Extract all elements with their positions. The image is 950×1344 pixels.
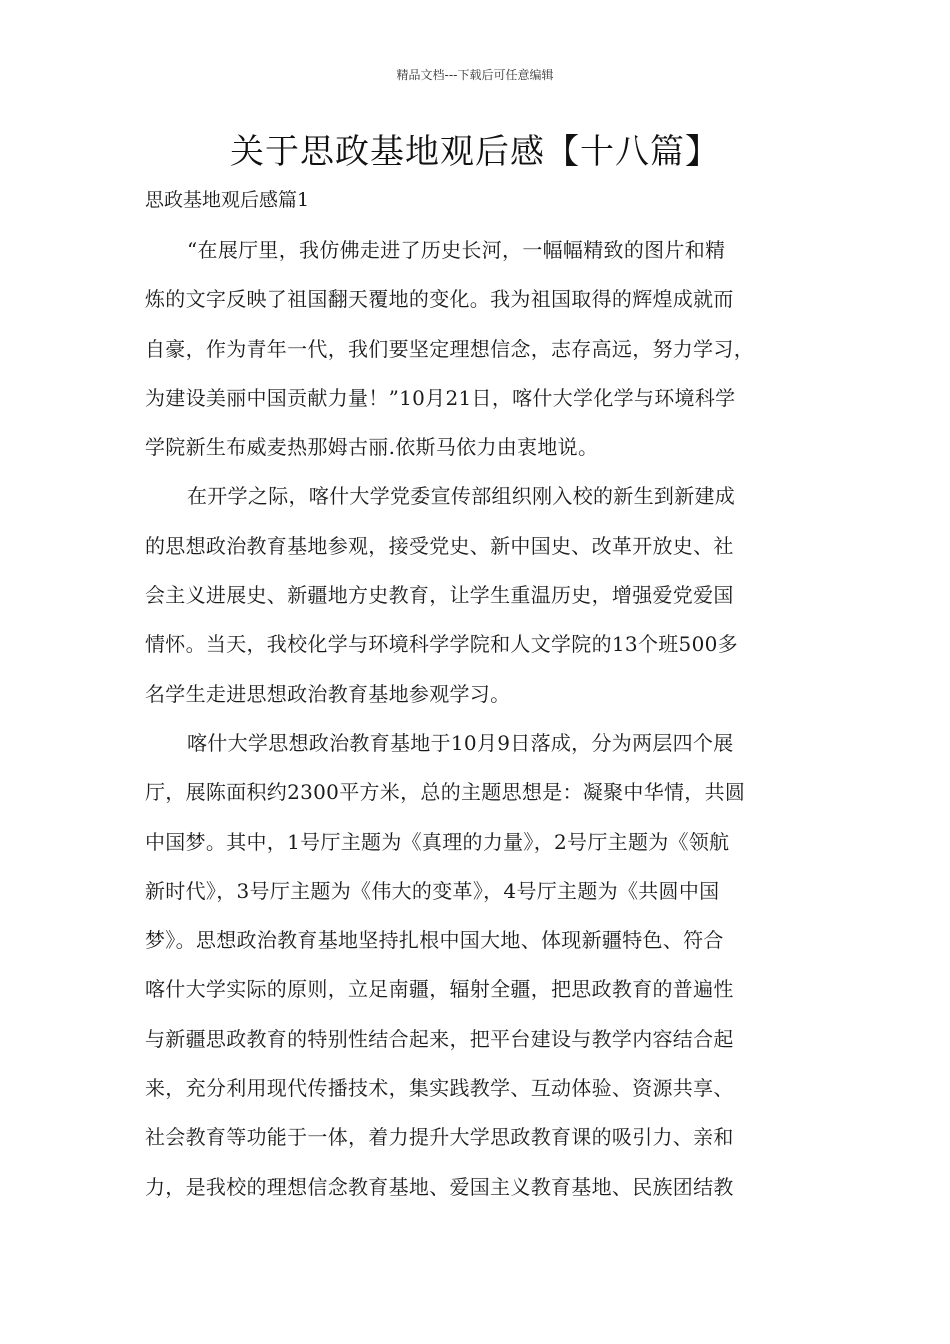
section-heading: 思政基地观后感篇1 [145, 189, 310, 211]
text-line: 学院新生布威麦热那姆古丽.依斯马依力由衷地说。 [145, 435, 599, 460]
text-line: 来，充分利用现代传播技术，集实践教学、互动体验、资源共享、 [145, 1076, 734, 1101]
text-line: 社会教育等功能于一体，着力提升大学思政教育课的吸引力、亲和 [145, 1125, 734, 1150]
text-line: 会主义进展史、新疆地方史教育，让学生重温历史，增强爱党爱国 [145, 583, 734, 608]
text-line: 新时代》，3号厅主题为《伟大的变革》，4号厅主题为《共圆中国 [145, 878, 720, 903]
text-line: 炼的文字反映了祖国翻天覆地的变化。我为祖国取得的辉煌成就而 [145, 287, 734, 312]
text-line: 梦》。思想政治教育基地坚持扎根中国大地、体现新疆特色、符合 [145, 928, 724, 953]
text-line: 中国梦。其中，1号厅主题为《真理的力量》，2号厅主题为《领航 [145, 829, 730, 854]
text-line: 喀什大学思想政治教育基地于10月9日落成，分为两层四个展 [187, 730, 734, 755]
document-title: 关于思政基地观后感【十八篇】 [230, 132, 720, 172]
text-line: 厅，展陈面积约2300平方米，总的主题思想是：凝聚中华情，共圆 [145, 780, 746, 805]
body-text [145, 226, 807, 1212]
paragraph [145, 226, 807, 472]
text-line: 情怀。当天，我校化学与环境科学学院和人文学院的13个班500多 [145, 632, 738, 657]
text-line: 喀什大学实际的原则，立足南疆，辐射全疆，把思政教育的普遍性 [145, 977, 734, 1002]
paragraph [145, 719, 807, 1212]
text-line: 名学生走进思想政治教育基地参观学习。 [145, 681, 511, 706]
text-line: 力，是我校的理想信念教育基地、爱国主义教育基地、民族团结教 [145, 1174, 734, 1199]
text-line: 在开学之际，喀什大学党委宣传部组织刚入校的新生到新建成 [187, 484, 736, 509]
paragraph [145, 472, 807, 718]
header-note: 精品文档---下载后可任意编辑 [396, 68, 554, 82]
text-line: “在展厅里，我仿佛走进了历史长河，一幅幅精致的图片和精 [187, 238, 726, 262]
text-line: 自豪，作为青年一代，我们要坚定理想信念，志存高远，努力学习， [145, 336, 754, 361]
text-line: 的思想政治教育基地参观，接受党史、新中国史、改革开放史、社 [145, 533, 734, 558]
text-line: 为建设美丽中国贡献力量！”10月21日，喀什大学化学与环境科学 [145, 385, 736, 410]
text-line: 与新疆思政教育的特别性结合起来，把平台建设与教学内容结合起 [145, 1026, 734, 1051]
